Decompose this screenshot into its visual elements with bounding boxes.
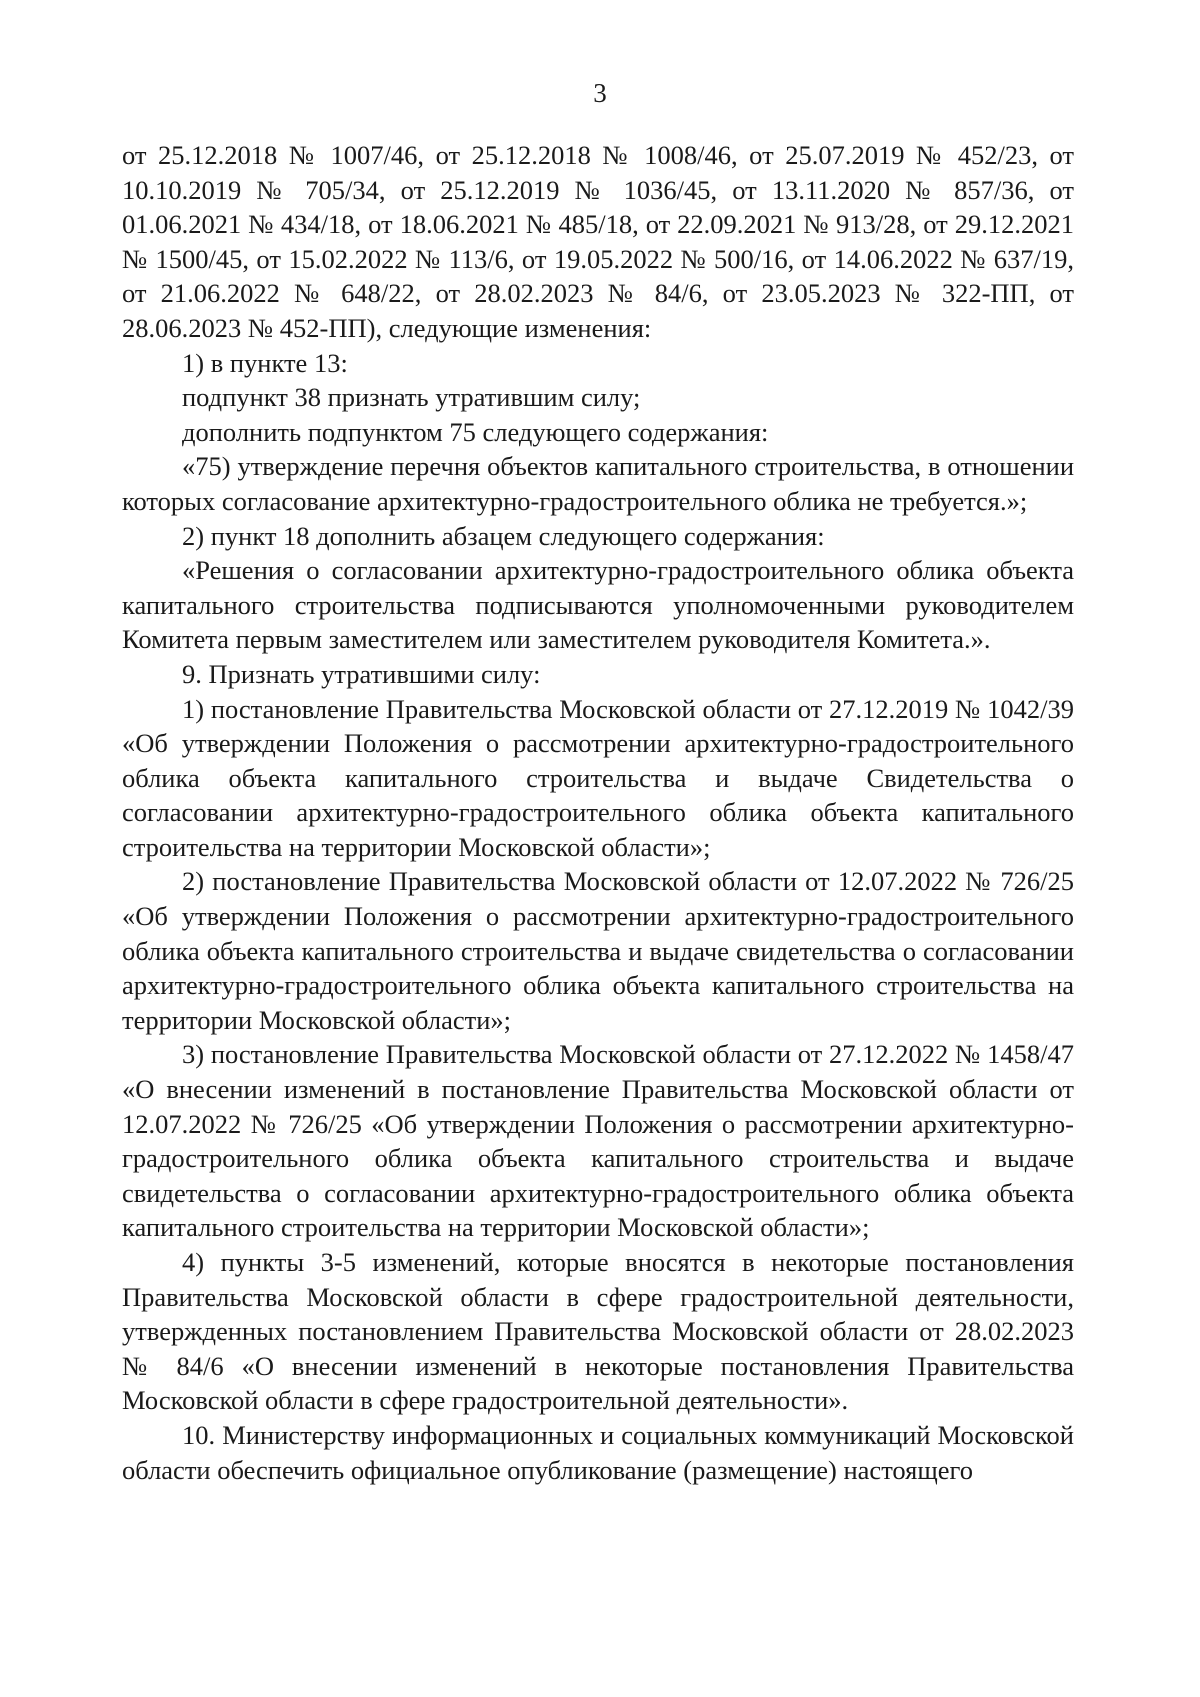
paragraph-continuation: от 25.12.2018 № 1007/46, от 25.12.2018 № 1008/46, от 25.07.2019 № 452/23, от 10.10.2019 № 705/34, от 25.12.2019 № 1036/45, от 13.11.2020 № 857/36, от 01.06.2021 № 434/18, от 18.06.2021 № 485/18, от 22.09.2021 № 913/28, от 29.12.2021 № 1500/45, от 15.02.2022 № 113/6, от 19.05.2022 № 500/16, от 14.06.2022 № 637/19, от 21.06.2022 № 648/22, от 28.02.2023 № 84/6, от 23.05.2023 № 322-ПП, от 28.06.2023 № 452-ПП), следующие изменения: bbox=[122, 140, 1074, 343]
paragraph-subitem-38: подпункт 38 признать утратившим силу; bbox=[182, 382, 641, 413]
page-number: 3 bbox=[593, 78, 607, 108]
paragraph-quote-75: «75) утверждение перечня объектов капитального строительства, в отношении которых согласование архитектурно-градостроительного облика не требуется.»; bbox=[122, 451, 1074, 516]
paragraph-section-9: 9. Признать утратившими силу: bbox=[182, 658, 541, 689]
paragraph-repeal-2: 2) постановление Правительства Московской области от 12.07.2022 № 726/25 «Об утверждении Положения о рассмотрении архитектурно-градостроительного облика объекта капитального строительства и выдаче свидетельства о согласовании архитектурно-градостроительного облика объекта капитального строительства на территории Московской области»; bbox=[122, 866, 1074, 1035]
paragraph-repeal-3: 3) постановление Правительства Московской области от 27.12.2022 № 1458/47 «О внесении изменений в постановление Правительства Московской области от 12.07.2022 № 726/25 «Об утверждении Положения о рассмотрении архитектурно-градостроительного облика объекта капитального строительства и выдаче свидетельства о согласовании архитектурно-градостроительного облика объекта капитального строительства на территории Московской области»; bbox=[122, 1039, 1074, 1243]
paragraph-repeal-1: 1) постановление Правительства Московской области от 27.12.2019 № 1042/39 «Об утверждении Положения о рассмотрении архитектурно-градостроительного облика объекта капитального строительства и выдаче Свидетельства о согласовании архитектурно-градостроительного облика объекта капитального строительства на территории Московской области»; bbox=[122, 693, 1074, 862]
paragraph-item-1: 1) в пункте 13: bbox=[182, 347, 348, 378]
paragraph-repeal-4: 4) пункты 3-5 изменений, которые вносятся в некоторые постановления Правительства Московской области в сфере градостроительной деятельности, утвержденных постановлением Правительства Московской области от 28.02.2023 № 84/6 «О внесении изменений в некоторые постановления Правительства Московской области в сфере градостроительной деятельности». bbox=[122, 1247, 1074, 1416]
paragraph-quote-decisions: «Решения о согласовании архитектурно-градостроительного облика объекта капитального строительства подписываются уполномоченными руководителем Комитета первым заместителем или заместителем руководителя Комитета.». bbox=[122, 555, 1074, 655]
document-body bbox=[122, 138, 1074, 1487]
paragraph-section-10: 10. Министерству информационных и социальных коммуникаций Московской области обеспечить официальное опубликование (размещение) настоящего bbox=[122, 1419, 1074, 1485]
paragraph-item-2: 2) пункт 18 дополнить абзацем следующего содержания: bbox=[182, 520, 825, 551]
paragraph-add-subitem-75: дополнить подпунктом 75 следующего содержания: bbox=[182, 416, 769, 447]
